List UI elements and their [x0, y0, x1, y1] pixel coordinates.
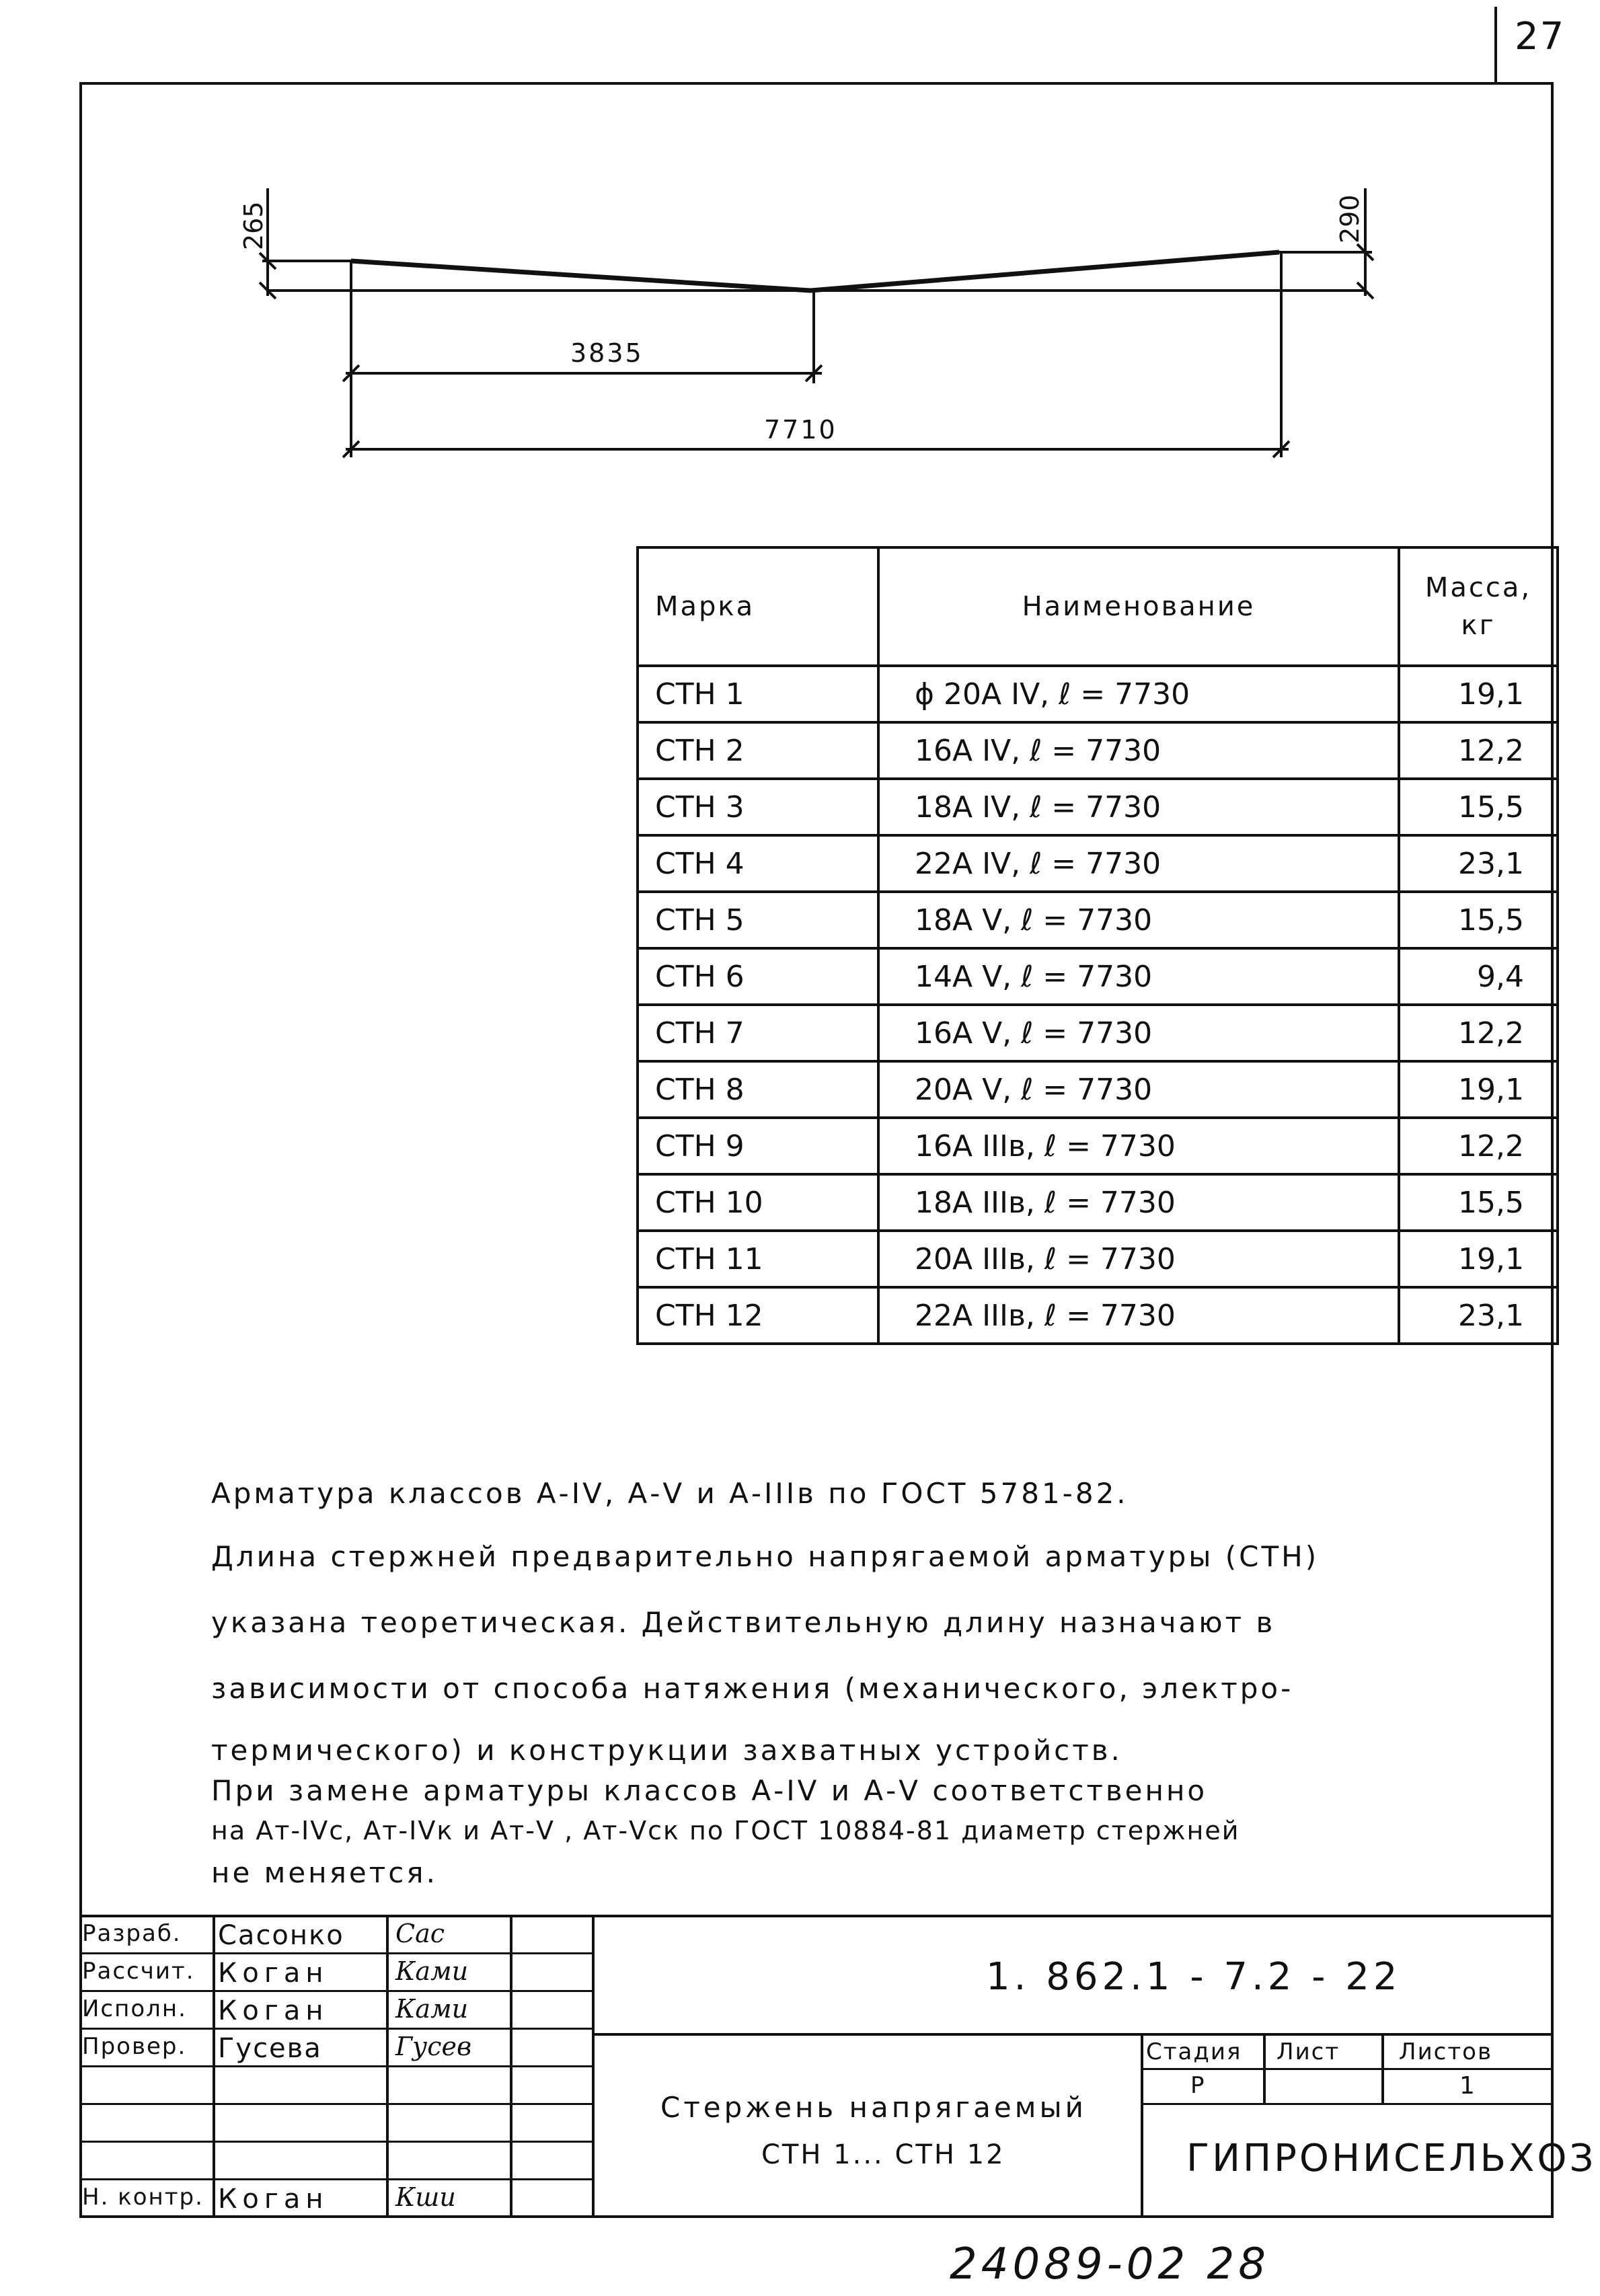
signature-calculated: Ками: [395, 1956, 469, 1986]
row-name: 14А V, ℓ = 7730: [878, 948, 1399, 1005]
dim-left-height: 265: [239, 201, 268, 250]
signature-norm-control: Кши: [395, 2182, 456, 2212]
role-checked: Провер.: [82, 2033, 187, 2060]
title-block: [79, 1915, 1597, 2218]
row-name: 18А V, ℓ = 7730: [878, 892, 1399, 948]
note-line: указана теоретическая. Действительную длину назначают в: [211, 1606, 1276, 1639]
spec-table-header: [638, 547, 1558, 666]
archive-number: 24089-02 28: [950, 2240, 1270, 2289]
header-mark: Марка: [638, 547, 878, 666]
table-row: [638, 1118, 1558, 1174]
table-row: [638, 1231, 1558, 1287]
table-row: [638, 779, 1558, 835]
row-mark: СТН 7: [638, 1005, 878, 1061]
row-mark: СТН 1: [638, 666, 878, 722]
row-name: 20А IIIв, ℓ = 7730: [878, 1231, 1399, 1287]
table-row: [638, 1061, 1558, 1118]
sheet-label: Лист: [1277, 2038, 1340, 2065]
row-mass: 19,1: [1399, 1231, 1558, 1287]
row-mark: СТН 12: [638, 1287, 878, 1344]
row-name: 22А IV, ℓ = 7730: [878, 835, 1399, 892]
row-mass: 12,2: [1399, 1118, 1558, 1174]
bar-shape: [351, 252, 1279, 291]
name-developer: Сасонко: [218, 1920, 344, 1951]
table-row: [638, 892, 1558, 948]
name-calculated: Коган: [218, 1958, 329, 1989]
table-row: [638, 1174, 1558, 1231]
row-mass: 19,1: [1399, 1061, 1558, 1118]
signature-developer: Сас: [395, 1919, 445, 1948]
note-line: При замене арматуры классов А-IV и А-V соответственно: [211, 1774, 1208, 1807]
row-name: 16А IV, ℓ = 7730: [878, 722, 1399, 779]
row-mark: СТН 3: [638, 779, 878, 835]
signature-executed: Ками: [395, 1994, 469, 2024]
note-line: Длина стержней предварительно напрягаемой арматуры (СТН): [211, 1540, 1320, 1573]
sheets-label: Листов: [1399, 2038, 1493, 2065]
name-checked: Гусева: [218, 2033, 322, 2064]
document-code: 1. 862.1 - 7.2 - 22: [986, 1955, 1402, 1999]
header-mass: Масса, кг: [1399, 547, 1558, 666]
dim-total-length: 7710: [764, 415, 837, 445]
header-name: Наименование: [878, 547, 1399, 666]
row-mark: СТН 4: [638, 835, 878, 892]
note-line: на Ат-IVс, Ат-IVк и Ат-V , Ат-Vск по ГОСТ 10884-81 диаметр стержней: [211, 1816, 1240, 1845]
role-norm-control: Н. контр.: [82, 2184, 204, 2211]
drawing-subtitle: СТН 1... СТН 12: [761, 2139, 1005, 2170]
stage-label: Стадия: [1146, 2038, 1242, 2065]
row-mark: СТН 10: [638, 1174, 878, 1231]
spec-table: [636, 546, 1559, 1345]
organization-name: ГИПРОНИСЕЛЬХОЗ: [1186, 2137, 1597, 2180]
row-mark: СТН 6: [638, 948, 878, 1005]
table-row: [638, 666, 1558, 722]
bar-geometry-drawing: [0, 0, 1600, 484]
row-mass: 23,1: [1399, 1287, 1558, 1344]
table-row: [638, 835, 1558, 892]
row-name: 16А V, ℓ = 7730: [878, 1005, 1399, 1061]
note-line: Арматура классов А-IV, А-V и А-IIIв по ГОСТ 5781-82.: [211, 1477, 1129, 1510]
stage-value: Р: [1190, 2072, 1206, 2099]
row-mass: 15,5: [1399, 779, 1558, 835]
drawing-title: Стержень напрягаемый: [660, 2091, 1087, 2124]
role-developer: Разраб.: [82, 1920, 182, 1947]
row-mark: СТН 9: [638, 1118, 878, 1174]
sheets-value: 1: [1459, 2072, 1476, 2100]
row-name: 16А IIIв, ℓ = 7730: [878, 1118, 1399, 1174]
row-name: 18А IIIв, ℓ = 7730: [878, 1174, 1399, 1231]
name-executed: Коган: [218, 1995, 329, 2026]
row-mass: 15,5: [1399, 892, 1558, 948]
signature-checked: Гусев: [395, 2032, 472, 2061]
row-name: ϕ 20А IV, ℓ = 7730: [878, 666, 1399, 722]
name-norm-control: Коган: [218, 2184, 329, 2215]
note-line: термического) и конструкции захватных устройств.: [211, 1734, 1122, 1767]
dim-half-length: 3835: [570, 338, 644, 368]
row-mass: 12,2: [1399, 1005, 1558, 1061]
row-mark: СТН 11: [638, 1231, 878, 1287]
row-name: 22А IIIв, ℓ = 7730: [878, 1287, 1399, 1344]
row-mark: СТН 2: [638, 722, 878, 779]
row-mark: СТН 8: [638, 1061, 878, 1118]
row-name: 20А V, ℓ = 7730: [878, 1061, 1399, 1118]
row-mass: 23,1: [1399, 835, 1558, 892]
row-mark: СТН 5: [638, 892, 878, 948]
table-row: [638, 722, 1558, 779]
table-row: [638, 1005, 1558, 1061]
role-calculated: Рассчит.: [82, 1958, 195, 1985]
row-mass: 12,2: [1399, 722, 1558, 779]
note-line: зависимости от способа натяжения (механического, электро-: [211, 1672, 1294, 1705]
role-executed: Исполн.: [82, 1995, 187, 2022]
row-mass: 9,4: [1399, 948, 1558, 1005]
table-row: [638, 948, 1558, 1005]
note-line: не меняется.: [211, 1856, 438, 1889]
row-mass: 15,5: [1399, 1174, 1558, 1231]
dim-right-height: 290: [1335, 194, 1365, 243]
row-mass: 19,1: [1399, 666, 1558, 722]
table-row: [638, 1287, 1558, 1344]
row-name: 18А IV, ℓ = 7730: [878, 779, 1399, 835]
sheet-number: 27: [1515, 15, 1566, 59]
